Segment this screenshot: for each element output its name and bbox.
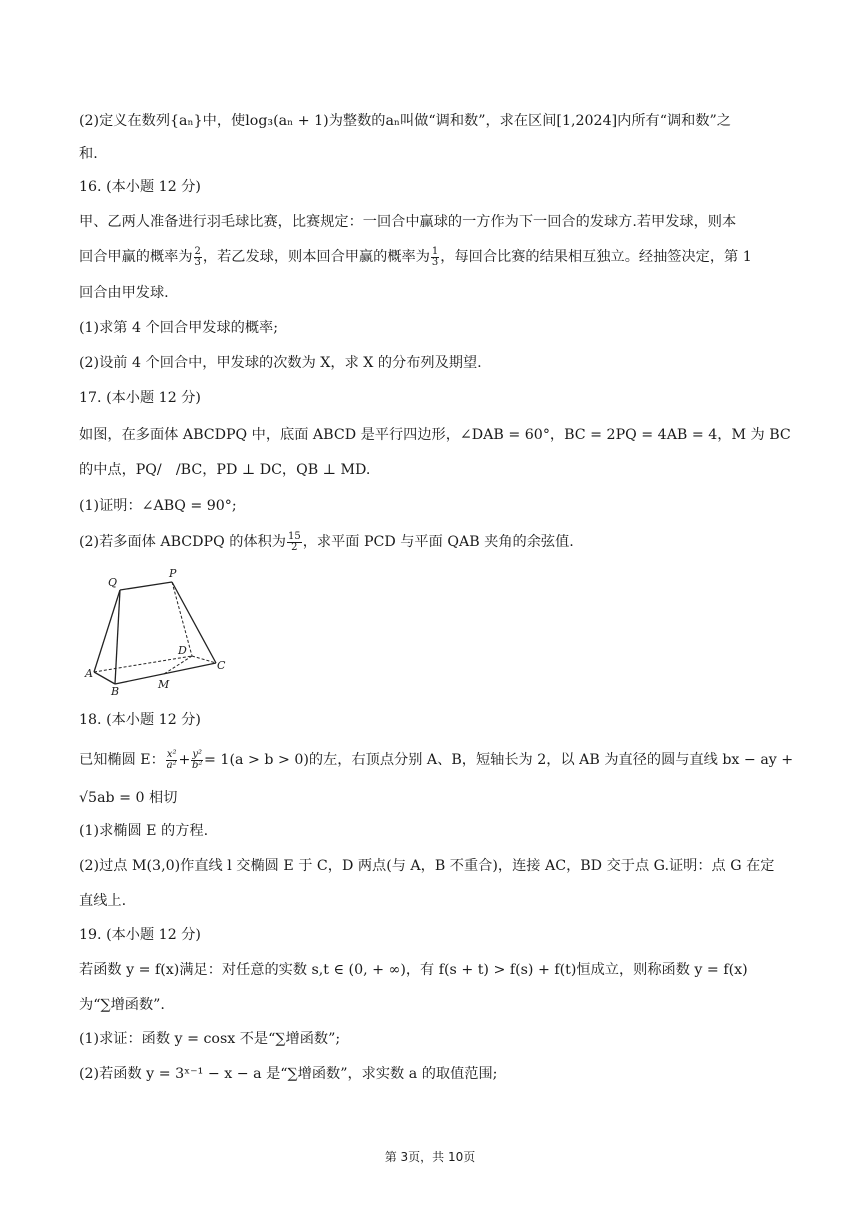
q19-line1: 若函数 y = f(x)满足：对任意的实数 s,t ∈ (0, + ∞)，有 f(s + t) > f(s) + f(t)恒成立，则称函数 y = f(x) <box>79 962 748 978</box>
label-c: C <box>217 659 226 672</box>
fraction-numerator: 2 <box>194 245 201 257</box>
q16-part1: (1)求第 4 个回合甲发球的概率; <box>79 320 278 336</box>
q16-part2: (2)设前 4 个回合中，甲发球的次数为 X，求 X 的分布列及期望. <box>79 355 482 371</box>
q17-part2-text-a: (2)若多面体 ABCDPQ 的体积为 <box>79 534 286 550</box>
q18-part1: (1)求椭圆 E 的方程. <box>79 823 209 839</box>
q17-part2-text-b: ，求平面 PCD 与平面 QAB 夹角的余弦值. <box>302 534 574 550</box>
q16-line2-text-b: ，若乙发球，则本回合甲赢的概率为 <box>202 249 430 265</box>
label-b: B <box>111 685 120 698</box>
label-m: M <box>158 678 170 691</box>
edge-ad-hidden <box>94 656 192 672</box>
q18-header: 18. (本小题 12 分) <box>79 712 201 728</box>
q17-part1: (1)证明：∠ABQ = 90°; <box>79 498 237 514</box>
fraction-denominator: 3 <box>431 256 439 268</box>
q16-line2-text-a: 回合甲赢的概率为 <box>79 249 193 265</box>
q18-line1-text-a: 已知椭圆 E： <box>79 752 165 768</box>
label-p: P <box>169 567 177 580</box>
q19-header: 19. (本小题 12 分) <box>79 927 201 943</box>
q17-line2: 的中点，PQ/ /BC，PD ⊥ DC，QB ⊥ MD. <box>79 462 371 478</box>
q18-part2-line2: 直线上. <box>79 893 127 909</box>
fraction-x2-a2: $\frac{\text{x²}}{\text{a²}}$ <box>166 748 177 771</box>
edge-ab <box>94 672 115 684</box>
polyhedron-figure <box>84 566 234 700</box>
q15-part2-line2: 和. <box>79 146 98 162</box>
q15-part2-line1: (2)定义在数列{aₙ}中，使log₃(aₙ + 1)为整数的aₙ叫做“调和数”，求在区间[1,2024]内所有“调和数”之 <box>79 113 731 129</box>
q18-line1: 已知椭圆 E： $\frac{\text{x²}}{\text{a²}}$ + $\frac{\text{y²}}{\text{b²}}$ = 1(a > b > 0)的左，右顶点分别 A、B，短轴长为 2，以 AB 为直径的圆与直线 bx − ay + <box>79 748 794 771</box>
label-d: D <box>178 644 187 657</box>
edge-qp <box>120 582 172 590</box>
fraction-y2-b2: $\frac{\text{y²}}{\text{b²}}$ <box>191 748 203 771</box>
q19-line2: 为“∑增函数”. <box>79 997 165 1013</box>
q19-part1: (1)求证：函数 y = cosx 不是“∑增函数”; <box>79 1031 341 1047</box>
q18-line2: √5ab = 0 相切 <box>79 790 178 806</box>
q16-line2 <box>79 246 784 268</box>
fraction-fifteen-halves <box>287 532 302 553</box>
q17-part2 <box>79 531 784 553</box>
q19-part2: (2)若函数 y = 3ˣ⁻¹ − x − a 是“∑增函数”，求实数 a 的取值范围; <box>79 1066 498 1082</box>
fraction-numerator: 1 <box>431 245 439 257</box>
fraction-denominator: 3 <box>194 256 201 268</box>
q16-line1: 甲、乙两人准备进行羽毛球比赛，比赛规定：一回合中赢球的一方作为下一回合的发球方.若甲发球，则本 <box>79 214 737 230</box>
q16-header: 16. (本小题 12 分) <box>79 179 201 195</box>
q18-line1-text-b: = 1(a > b > 0)的左，右顶点分别 A、B，短轴长为 2，以 AB 为直径的圆与直线 bx − ay + <box>204 752 794 768</box>
q17-line1: 如图，在多面体 ABCDPQ 中，底面 ABCD 是平行四边形，∠DAB = 60°，BC = 2PQ = 4AB = 4，M 为 BC <box>79 427 791 443</box>
label-q: Q <box>108 576 118 589</box>
fraction-two-thirds <box>194 247 202 268</box>
q17-header: 17. (本小题 12 分) <box>79 390 201 406</box>
fraction-one-third <box>431 247 439 268</box>
label-a: A <box>85 667 93 680</box>
fraction-denominator: 2 <box>291 541 298 553</box>
fraction-numerator: 15 <box>287 530 301 542</box>
page-footer: 第 3页，共 10页 <box>384 1150 476 1164</box>
q18-part2-line1: (2)过点 M(3,0)作直线 l 交椭圆 E 于 C，D 两点(与 A，B 不重合)，连接 AC，BD 交于点 G.证明：点 G 在定 <box>79 858 775 874</box>
q16-line2-text-c: ，每回合比赛的结果相互独立。经抽签决定，第 1 <box>440 249 752 265</box>
q16-line3: 回合由甲发球. <box>79 285 169 301</box>
